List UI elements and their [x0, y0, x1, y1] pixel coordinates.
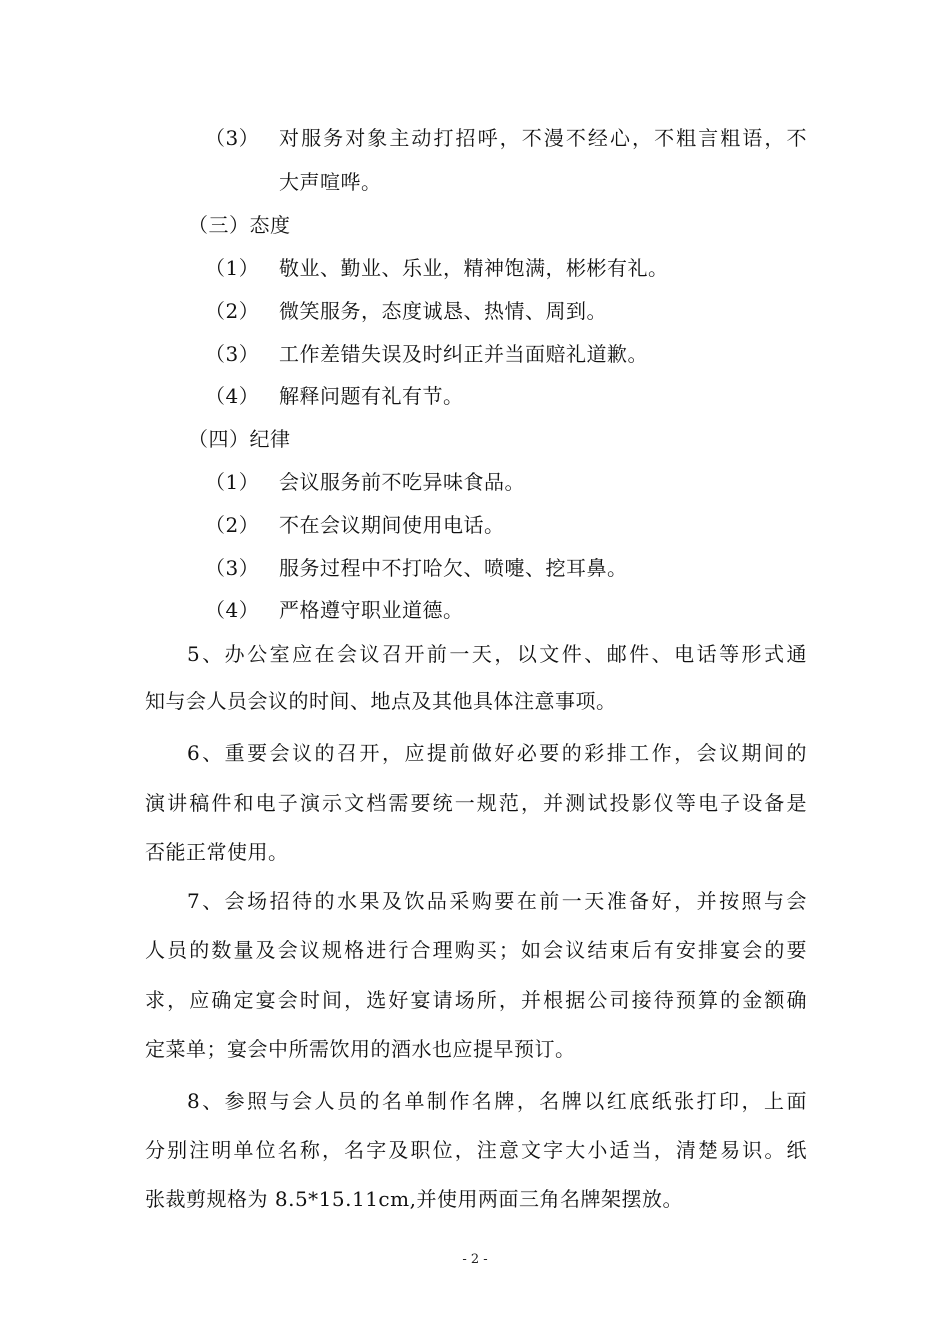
- paragraph-line: 分别注明单位名称，名字及职位，注意文字大小适当，清楚易识。纸: [145, 1138, 807, 1162]
- item-number: （2）: [205, 513, 260, 537]
- item-number: （3）: [205, 126, 260, 150]
- paragraph-line: 求，应确定宴会时间，选好宴请场所，并根据公司接待预算的金额确: [145, 988, 807, 1012]
- page-number: - 2 -: [462, 1252, 488, 1267]
- list-item-text: 不在会议期间使用电话。: [279, 513, 505, 537]
- section-heading: （四）纪律: [188, 427, 291, 451]
- list-item-text: 会议服务前不吃异味食品。: [279, 470, 525, 494]
- item-number: （4）: [205, 598, 260, 622]
- paragraph-line: 否能正常使用。: [145, 840, 289, 864]
- paragraph-line: 张裁剪规格为 8.5*15.11cm,并使用两面三角名牌架摆放。: [145, 1187, 683, 1211]
- paragraph-line: 知与会人员会议的时间、地点及其他具体注意事项。: [145, 689, 617, 713]
- item-number: （2）: [205, 299, 260, 323]
- item-number: （3）: [205, 342, 260, 366]
- item-number: （1）: [205, 470, 260, 494]
- item-number: （4）: [205, 384, 260, 408]
- list-item-text: 工作差错失误及时纠正并当面赔礼道歉。: [279, 342, 648, 366]
- item-number: （1）: [205, 256, 260, 280]
- paragraph-line: 人员的数量及会议规格进行合理购买；如会议结束后有安排宴会的要: [145, 938, 807, 962]
- paragraph-line: 8、参照与会人员的名单制作名牌，名牌以红底纸张打印，上面: [187, 1089, 807, 1113]
- paragraph-line: 定菜单；宴会中所需饮用的酒水也应提早预订。: [145, 1037, 576, 1061]
- paragraph-line: 5、办公室应在会议召开前一天，以文件、邮件、电话等形式通: [187, 642, 807, 666]
- list-item-text: 严格遵守职业道德。: [279, 598, 464, 622]
- paragraph-line: 6、重要会议的召开，应提前做好必要的彩排工作，会议期间的: [187, 741, 807, 765]
- list-item-text: 对服务对象主动打招呼，不漫不经心，不粗言粗语，不: [279, 126, 807, 150]
- list-item-text: 解释问题有礼有节。: [279, 384, 464, 408]
- paragraph-line: 7、会场招待的水果及饮品采购要在前一天准备好，并按照与会: [187, 889, 807, 913]
- item-number: （3）: [205, 556, 260, 580]
- list-item-text: 微笑服务，态度诚恳、热情、周到。: [279, 299, 607, 323]
- section-heading: （三）态度: [188, 213, 291, 237]
- list-item-text-continued: 大声喧哗。: [279, 170, 382, 194]
- list-item-text: 敬业、勤业、乐业，精神饱满，彬彬有礼。: [279, 256, 669, 280]
- list-item-text: 服务过程中不打哈欠、喷嚏、挖耳鼻。: [279, 556, 628, 580]
- paragraph-line: 演讲稿件和电子演示文档需要统一规范，并测试投影仪等电子设备是: [145, 791, 807, 815]
